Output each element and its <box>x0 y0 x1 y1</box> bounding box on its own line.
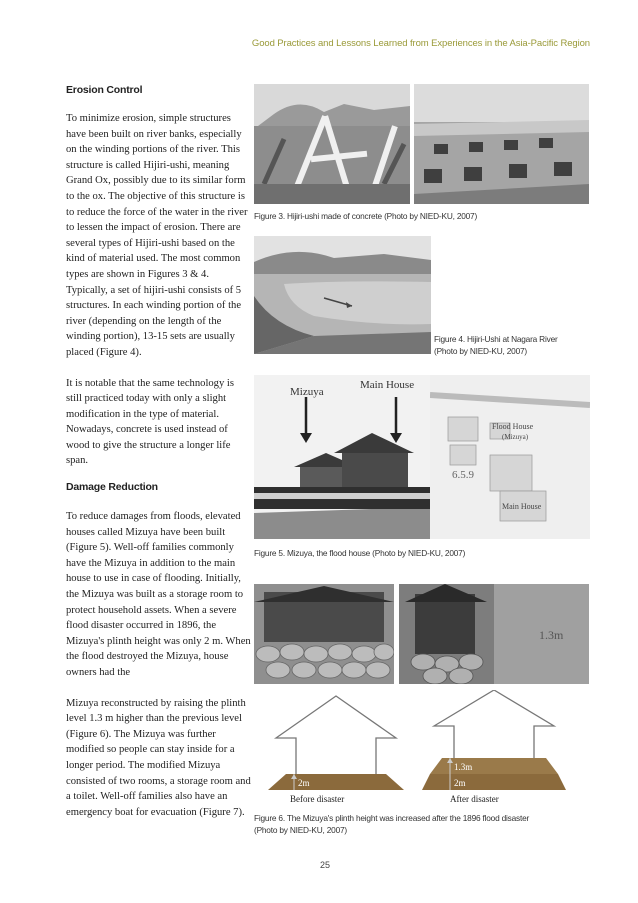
figure-6-caption-line-1: Figure 6. The Mizuya's plinth height was increased after the 1896 flood disaster <box>254 813 530 823</box>
before-height-label: 2m <box>298 778 310 788</box>
page-number: 25 <box>319 860 330 870</box>
nagara-river-photo <box>254 236 431 354</box>
after-disaster-label: After disaster <box>450 794 499 804</box>
main-house-label: Main House <box>360 379 415 391</box>
figure-6-photo-left <box>254 584 394 684</box>
after-lower-height-label: 2m <box>454 778 466 788</box>
mizuya-label: Mizuya <box>290 386 324 398</box>
mizuya-site-map <box>430 375 590 539</box>
map-mizuya-label: (Mizuya) <box>502 433 529 441</box>
concrete-blocks-photo-right <box>414 84 589 204</box>
figure-4-photo <box>254 236 431 354</box>
figure-4-caption-line-1: Figure 4. Hijiri-Ushi at Nagara River <box>434 334 558 344</box>
damage-heading: Damage Reduction <box>66 481 158 493</box>
damage-text <box>66 509 251 835</box>
erosion-paragraph-1: To minimize erosion, simple structures have been built on river banks, especially on the winding portions of the river. This structure is called Hijiri-ushi, meaning Grand Ox, possibly due to its similar form to the ox. The objective of this structure is to reduce the force of the water in the river to lessen the impact of erosion. There are several types of Hijiri-ushi based on the kind of material used. The most common types are shown in Figures 3 & 4. Typically, a set of hijiri-ushi consists of 5 structures. In each winding portion of the river (depending on the length of the winding portion), 13-15 sets are usually placed (Figure 4). <box>66 113 248 358</box>
figure-6-caption <box>254 813 594 836</box>
figure-4-caption-line-2: (Photo by NIED-KU, 2007) <box>434 345 527 356</box>
damage-paragraph-1: To reduce damages from floods, elevated houses called Mizuya have been built (Figure 5). Well-off families commonly have the Mizuya in addition to the main house to use in case of flooding. Initially, the Mizuya was built as a storage room to protect household assets. When a severe flood disaster occurred in 1896, the Mizuya's plinth height was only 2 m. When the flood destroyed the Mizuya, house owners had the <box>66 511 251 678</box>
figure-5-caption: Figure 5. Mizuya, the flood house (Photo by NIED-KU, 2007) <box>254 548 466 558</box>
running-header: Good Practices and Lessons Learned from Experiences in the Asia-Pacific Region <box>251 38 590 49</box>
figure-5-photo <box>254 375 430 539</box>
after-upper-height-label: 1.3m <box>454 762 473 772</box>
figure-5-map <box>430 375 590 539</box>
before-house-icon <box>268 696 404 804</box>
mizuya-after-photo <box>399 584 589 684</box>
photo-height-label: 1.3m <box>539 628 564 642</box>
figure-6-diagram <box>254 690 594 810</box>
concrete-blocks-photo-left <box>254 84 410 204</box>
erosion-text <box>66 111 251 484</box>
map-number-label: 6.5.9 <box>452 469 474 481</box>
erosion-paragraph-2: It is notable that the same technology is still practiced today with only a slight modification in the type of material. Nowadays, concrete is used instead of wood to give the structure a longer life span. <box>66 377 234 467</box>
figure-6-caption-line-2: (Photo by NIED-KU, 2007) <box>254 824 347 835</box>
figure-3-photo-left <box>254 84 410 204</box>
plinth-height-diagram <box>254 690 594 810</box>
after-house-icon <box>422 690 566 804</box>
map-flood-house-label: Flood House <box>492 422 534 431</box>
mizuya-before-photo <box>254 584 394 684</box>
before-disaster-label: Before disaster <box>290 794 345 804</box>
erosion-heading: Erosion Control <box>66 84 143 96</box>
map-main-house-label: Main House <box>502 502 542 511</box>
figure-6-photo-right <box>399 584 589 684</box>
figure-4-caption <box>434 334 594 357</box>
figure-3-photo-right <box>414 84 589 204</box>
mizuya-house-photo <box>254 375 430 539</box>
damage-paragraph-2: Mizuya reconstructed by raising the plinth level 1.3 m higher than the previous level (Figure 6). The Mizuya was further modified so people can stay inside for a longer period. The modified Mizuya consisted of two rooms, a storage room and a toilet. Well-off families also have an emergency boat for evacuation (Figure 7). <box>66 697 251 818</box>
figure-3-caption: Figure 3. Hijiri-ushi made of concrete (Photo by NIED-KU, 2007) <box>254 211 478 221</box>
